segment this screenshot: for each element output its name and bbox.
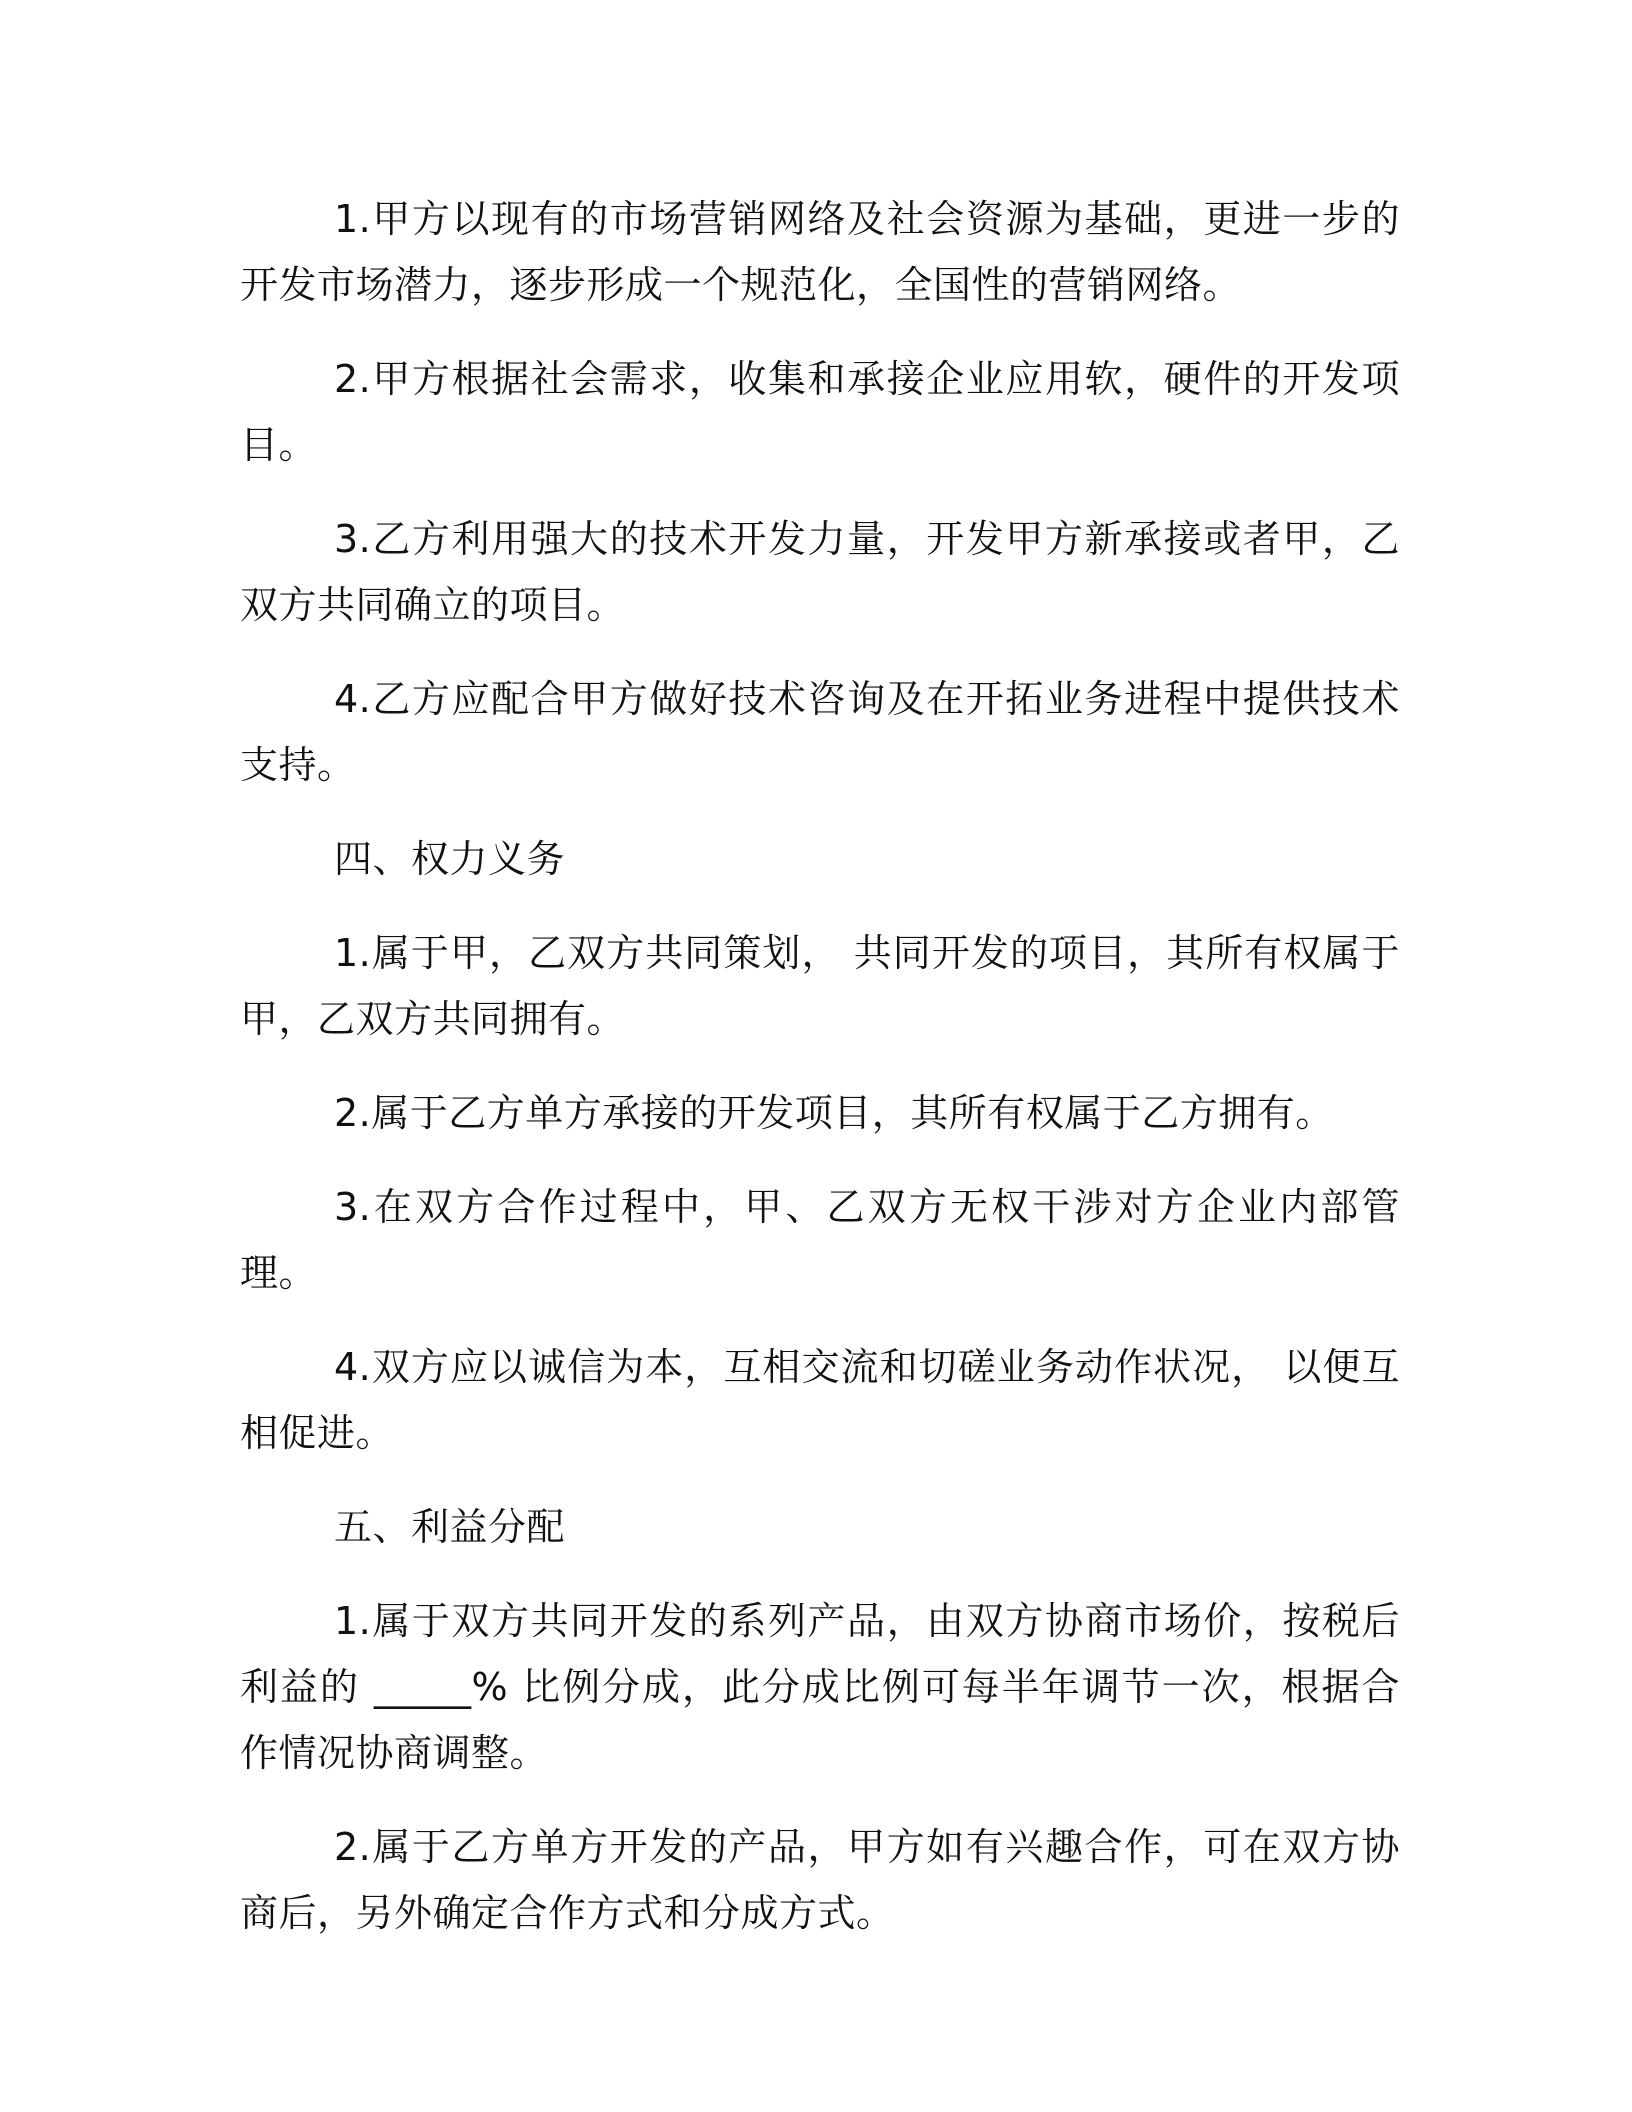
paragraph-4-1: 1.属于甲，乙双方共同策划， 共同开发的项目，其所有权属于甲，乙双方共同拥有。 (240, 931, 1400, 1041)
paragraph-5-2: 2.属于乙方单方开发的产品，甲方如有兴趣合作，可在双方协商后，另外确定合作方式和分成方式。 (240, 1825, 1400, 1935)
paragraph-4-3: 3.在双方合作过程中，甲、乙双方无权干涉对方企业内部管理。 (240, 1185, 1400, 1295)
paragraph-4-4: 4.双方应以诚信为本，互相交流和切磋业务动作状况， 以便互相促进。 (240, 1345, 1400, 1455)
paragraph-4-2: 2.属于乙方单方承接的开发项目，其所有权属于乙方拥有。 (334, 1091, 1334, 1135)
paragraph-3-4: 4.乙方应配合甲方做好技术咨询及在开拓业务进程中提供技术支持。 (240, 677, 1400, 787)
paragraph-3-3: 3.乙方利用强大的技术开发力量，开发甲方新承接或者甲，乙双方共同确立的项目。 (240, 517, 1400, 627)
document-page (240, 186, 1400, 1946)
paragraph-3-2: 2.甲方根据社会需求，收集和承接企业应用软，硬件的开发项目。 (240, 357, 1400, 467)
paragraph-3-1: 1.甲方以现有的市场营销网络及社会资源为基础，更进一步的开发市场潜力，逐步形成一个规范化，全国性的营销网络。 (240, 197, 1400, 307)
paragraph-5-1: 1.属于双方共同开发的系列产品，由双方协商市场价，按税后利益的 _____% 比例分成，此分成比例可每半年调节一次，根据合作情况协商调整。 (240, 1599, 1400, 1775)
section-four-heading: 四、权力义务 (334, 837, 566, 881)
section-five-heading: 五、利益分配 (334, 1505, 566, 1549)
